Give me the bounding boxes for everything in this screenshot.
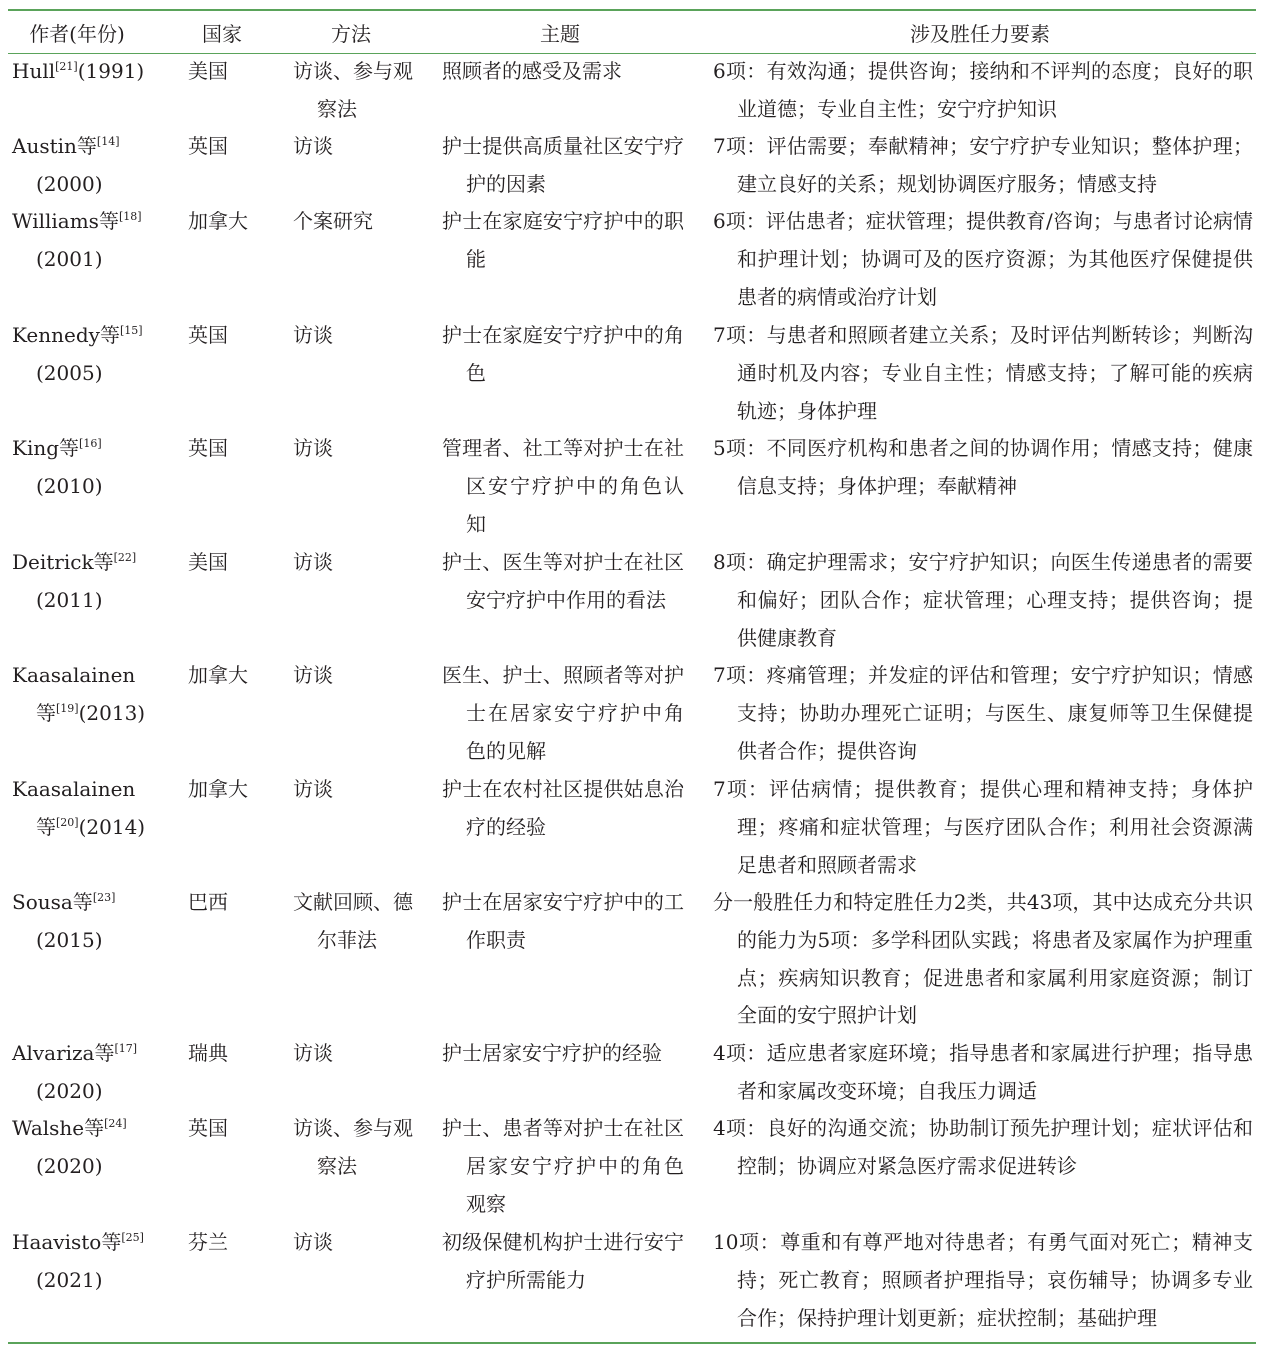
method-cell: 访谈、参与观察法 <box>293 59 413 121</box>
author-cell <box>12 203 172 279</box>
reference-number: [25] <box>121 1231 144 1244</box>
reference-number: [15] <box>119 324 143 337</box>
country-cell: 英国 <box>188 134 228 158</box>
topic-cell: 护士提供高质量社区安宁疗护的因素 <box>442 134 684 196</box>
author-name: Deitrick等 <box>12 550 114 574</box>
header-author: 作者(年份) <box>29 22 125 46</box>
method-cell: 访谈 <box>293 663 333 687</box>
author-cell <box>12 771 172 847</box>
header-topic: 主题 <box>540 22 580 46</box>
year: (2013) <box>78 700 146 725</box>
year: (2001) <box>36 246 103 271</box>
method-cell: 访谈 <box>293 1041 333 1065</box>
author-cell <box>12 128 172 204</box>
reference-number: [18] <box>118 210 142 223</box>
topic-cell: 照顾者的感受及需求 <box>442 59 622 83</box>
author-suffix: 等 <box>36 700 56 725</box>
author-cell <box>12 1110 172 1186</box>
author-name: Sousa等 <box>12 890 93 914</box>
year: (2010) <box>36 473 103 498</box>
method-cell: 访谈 <box>293 777 333 801</box>
country-cell: 英国 <box>188 323 228 347</box>
author-name: Alvariza等 <box>12 1041 115 1065</box>
reference-number: [20] <box>56 815 79 829</box>
author-name: Kaasalainen <box>12 663 136 687</box>
author-suffix: 等 <box>36 814 56 839</box>
author-name: Williams等 <box>12 209 119 233</box>
method-cell: 访谈 <box>293 134 333 158</box>
country-cell: 加拿大 <box>188 663 248 687</box>
topic-cell: 护士、患者等对护士在社区居家安宁疗护中的角色观察 <box>442 1116 684 1216</box>
elements-cell: 5项：不同医疗机构和患者之间的协调作用；情感支持；健康信息支持；身体护理；奉献精神 <box>713 436 1253 498</box>
elements-cell: 10项：尊重和有尊严地对待患者；有勇气面对死亡；精神支持；死亡教育；照顾者护理指导；哀伤辅导；协调多专业合作；保持护理计划更新；症状控制；基础护理 <box>713 1230 1253 1330</box>
author-cell <box>12 657 172 733</box>
year: (1991) <box>77 59 145 83</box>
author-cell <box>12 53 172 91</box>
method-cell: 访谈 <box>293 1230 333 1254</box>
elements-cell: 4项：适应患者家庭环境；指导患者和家属进行护理；指导患者和家属改变环境；自我压力调适 <box>713 1041 1253 1103</box>
reference-number: [22] <box>113 551 137 564</box>
author-cell <box>12 544 172 620</box>
topic-cell: 护士在居家安宁疗护中的工作职责 <box>442 890 684 952</box>
author-cell <box>12 317 172 393</box>
reference-number: [24] <box>104 1117 127 1130</box>
country-cell: 瑞典 <box>188 1041 228 1065</box>
topic-cell: 护士、医生等对护士在社区安宁疗护中作用的看法 <box>442 550 684 612</box>
topic-cell: 护士在农村社区提供姑息治疗的经验 <box>442 777 684 839</box>
author-cell <box>12 884 172 960</box>
author-name: Kennedy等 <box>12 323 120 347</box>
author-name: Kaasalainen <box>12 777 136 801</box>
author-name: Austin等 <box>12 134 97 158</box>
header-elements: 涉及胜任力要素 <box>910 22 1050 46</box>
table-bottom-rule <box>8 1342 1256 1344</box>
country-cell: 英国 <box>188 436 228 460</box>
reference-number: [23] <box>92 891 116 904</box>
year: (2011) <box>36 587 103 612</box>
elements-cell: 7项：与患者和照顾者建立关系；及时评估判断转诊；判断沟通时机及内容；专业自主性；情感支持；了解可能的疾病轨迹；身体护理 <box>713 323 1253 423</box>
method-cell: 个案研究 <box>293 209 373 233</box>
author-cell <box>12 1224 172 1300</box>
year: (2015) <box>36 927 103 952</box>
method-cell: 访谈、参与观察法 <box>293 1116 413 1178</box>
topic-cell: 初级保健机构护士进行安宁疗护所需能力 <box>442 1230 684 1292</box>
year: (2020) <box>36 1153 103 1178</box>
header-country: 国家 <box>202 22 242 46</box>
author-name: King等 <box>12 436 80 460</box>
topic-cell: 医生、护士、照顾者等对护士在居家安宁疗护中角色的见解 <box>442 663 684 763</box>
year: (2000) <box>36 171 103 196</box>
method-cell: 访谈 <box>293 436 333 460</box>
elements-cell: 4项：良好的沟通交流；协助制订预先护理计划；症状评估和控制；协调应对紧急医疗需求促进转诊 <box>713 1116 1253 1178</box>
author-name: Hull <box>12 59 56 83</box>
country-cell: 美国 <box>188 550 228 574</box>
elements-cell: 7项：评估病情；提供教育；提供心理和精神支持；身体护理；疼痛和症状管理；与医疗团队合作；利用社会资源满足患者和照顾者需求 <box>713 777 1253 877</box>
topic-cell: 管理者、社工等对护士在社区安宁疗护中的角色认知 <box>442 436 684 536</box>
method-cell: 文献回顾、德尔菲法 <box>293 890 413 952</box>
reference-number: [19] <box>56 701 79 715</box>
author-name: Haavisto等 <box>12 1230 122 1254</box>
year: (2021) <box>36 1267 103 1292</box>
year: (2020) <box>36 1078 103 1103</box>
elements-cell: 分一般胜任力和特定胜任力2类，共43项，其中达成充分共识的能力为5项：多学科团队实践；将患者及家属作为护理重点；疾病知识教育；促进患者和家属利用家庭资源；制订全面的安宁照护计划 <box>713 890 1253 1028</box>
header-method: 方法 <box>331 22 371 46</box>
author-cell <box>12 1035 172 1111</box>
reference-number: [21] <box>55 60 78 73</box>
elements-cell: 6项：有效沟通；提供咨询；接纳和不评判的态度；良好的职业道德；专业自主性；安宁疗护知识 <box>713 59 1253 121</box>
elements-cell: 7项：疼痛管理；并发症的评估和管理；安宁疗护知识；情感支持；协助办理死亡证明；与医生、康复师等卫生保健提供者合作；提供咨询 <box>713 663 1253 763</box>
elements-cell: 6项：评估患者；症状管理；提供教育/咨询；与患者讨论病情和护理计划；协调可及的医疗资源；为其他医疗保健提供患者的病情或治疗计划 <box>713 209 1253 309</box>
reference-number: [16] <box>79 437 102 450</box>
year: (2005) <box>36 360 103 385</box>
author-name: Walshe等 <box>12 1116 105 1140</box>
year: (2014) <box>78 814 146 839</box>
topic-cell: 护士居家安宁疗护的经验 <box>442 1041 662 1065</box>
country-cell: 英国 <box>188 1116 228 1140</box>
country-cell: 芬兰 <box>188 1230 228 1254</box>
method-cell: 访谈 <box>293 550 333 574</box>
country-cell: 加拿大 <box>188 777 248 801</box>
author-cell <box>12 430 172 506</box>
table-top-rule <box>8 9 1256 11</box>
country-cell: 巴西 <box>188 890 228 914</box>
elements-cell: 7项：评估需要；奉献精神；安宁疗护专业知识；整体护理；建立良好的关系；规划协调医疗服务；情感支持 <box>713 134 1253 196</box>
topic-cell: 护士在家庭安宁疗护中的角色 <box>442 323 684 385</box>
topic-cell: 护士在家庭安宁疗护中的职能 <box>442 209 684 271</box>
elements-cell: 8项：确定护理需求；安宁疗护知识；向医生传递患者的需要和偏好；团队合作；症状管理；心理支持；提供咨询；提供健康教育 <box>713 550 1253 650</box>
reference-number: [17] <box>114 1042 138 1055</box>
method-cell: 访谈 <box>293 323 333 347</box>
reference-number: [14] <box>96 135 120 148</box>
country-cell: 美国 <box>188 59 228 83</box>
country-cell: 加拿大 <box>188 209 248 233</box>
